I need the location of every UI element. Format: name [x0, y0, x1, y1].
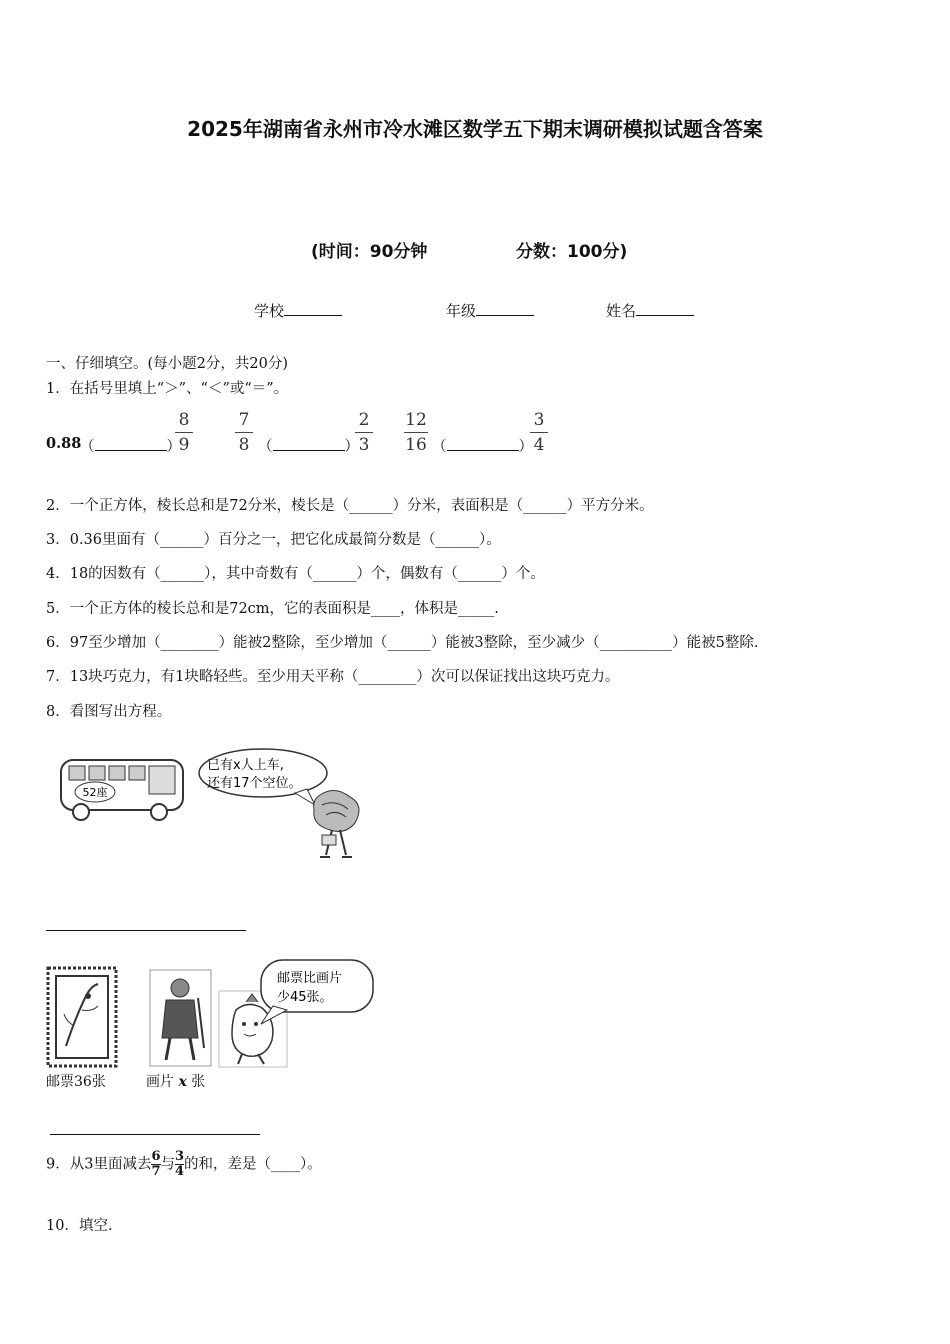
picture-card-illustration	[148, 968, 213, 1068]
question-7: 7．13块巧克力，有1块略轻些。至少用天平称（________）次可以保证找出这块巧克力。	[46, 669, 620, 685]
q1-fraction-4: 12 16	[405, 410, 427, 455]
q8-answer-line-2[interactable]	[50, 1134, 260, 1135]
bus-seat-label: 52座	[82, 786, 108, 799]
school-blank[interactable]	[284, 301, 342, 316]
name-blank[interactable]	[636, 301, 694, 316]
q1-fraction-2: 7 8	[235, 409, 253, 456]
q1-blank-1[interactable]: （ ）	[80, 435, 181, 456]
exam-time: (时间：90分钟	[311, 242, 428, 262]
grade-label: 年级	[446, 302, 477, 320]
stamp-caption: 邮票36张	[46, 1074, 106, 1090]
bubble2-line1: 邮票比画片	[277, 971, 343, 986]
q1-blank-2[interactable]: （ ）	[258, 435, 359, 456]
question-3: 3．0.36里面有（______）百分之一，把它化成最简分数是（______）。	[46, 532, 501, 548]
q1-blank-3[interactable]: （ ）	[432, 435, 533, 456]
school-label: 学校	[254, 302, 285, 320]
exam-score: 分数：100分)	[516, 242, 628, 262]
page-title: 2025年湖南省永州市冷水滩区数学五下期末调研模拟试题含答案	[187, 117, 763, 141]
question-6: 6．97至少增加（________）能被2整除，至少增加（______）能被3整除，至少减少（__________）能被5整除.	[46, 635, 759, 651]
q9-fraction-1: $\frac{6}{7}$	[151, 1149, 161, 1179]
q1-fraction-3: 2 3	[355, 409, 373, 456]
question-8: 8．看图写出方程。	[46, 704, 172, 720]
grade-blank[interactable]	[476, 301, 534, 316]
question-4: 4．18的因数有（______），其中奇数有（______）个，偶数有（______）个。	[46, 566, 545, 582]
q8-answer-line-1[interactable]	[46, 930, 246, 931]
bubble2-line2: 少45张。	[277, 990, 333, 1005]
q9-fraction-2: $\frac{3}{4}$	[175, 1149, 185, 1179]
bubble1-line1: 已有x人上车,	[207, 758, 284, 773]
q1-lead-number: 0.88	[46, 435, 82, 452]
name-label: 姓名	[606, 302, 637, 320]
question-2: 2．一个正方体，棱长总和是72分米，棱长是（______）分米，表面积是（______）平方分米。	[46, 498, 654, 514]
bus-illustration	[55, 752, 190, 827]
question-9: 9．从3里面减去$\frac{6}{7}$与$\frac{3}{4}$的和，差是（____）。	[46, 1149, 322, 1179]
q1-fraction-5: 3 4	[530, 409, 548, 456]
school-field	[254, 300, 342, 321]
bubble1-line2: 还有17个空位。	[207, 776, 302, 791]
grade-field	[446, 300, 534, 321]
card-caption: 画片 x 张	[146, 1074, 206, 1090]
stamp-illustration	[46, 966, 118, 1068]
q1-fraction-1: 8 9	[175, 409, 193, 456]
speech-bubble-2	[255, 958, 380, 1028]
cabbage-character-illustration	[300, 785, 370, 870]
name-field	[606, 300, 694, 321]
question-5: 5．一个正方体的棱长总和是72cm，它的表面积是____，体积是_____.	[46, 601, 499, 617]
section-heading: 一、仔细填空。(每小题2分，共20分)	[46, 356, 288, 372]
question-10: 10．填空.	[46, 1218, 113, 1234]
question-1: 1．在括号里填上“＞”、“＜”或“＝”。	[46, 381, 289, 397]
